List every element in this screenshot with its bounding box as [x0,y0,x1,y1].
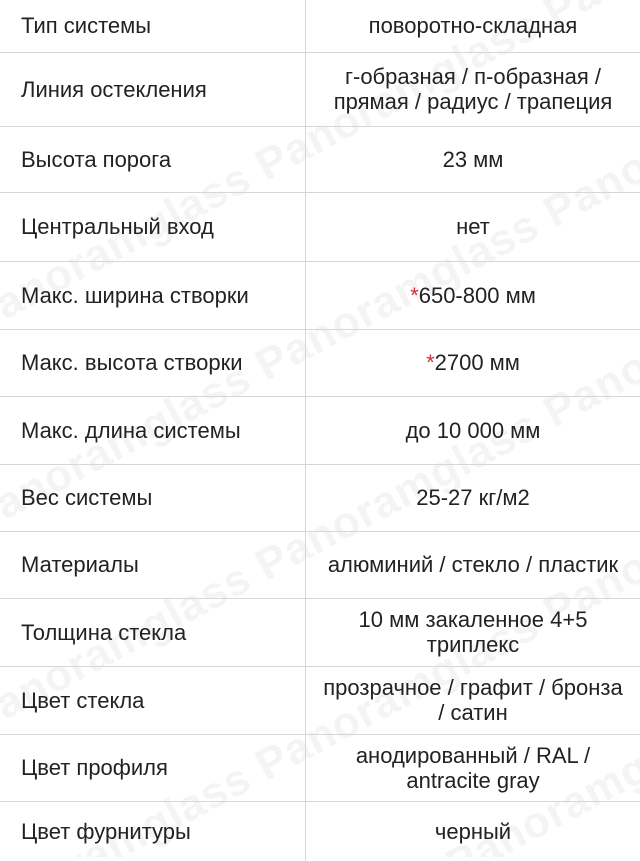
spec-label: Макс. длина системы [0,396,306,464]
table-row [0,531,640,598]
table-row [0,396,640,464]
table-row [0,598,640,666]
spec-value [306,598,640,666]
asterisk-mark: * [410,283,419,308]
spec-label: Цвет стекла [0,666,306,734]
spec-value-text: прозрачное / графит / бронза / сатин [323,675,622,725]
table-row [0,801,640,861]
spec-value-text: поворотно-складная [369,13,578,38]
spec-value [306,531,640,598]
spec-value [306,396,640,464]
table-row [0,329,640,396]
table-row [0,192,640,261]
spec-label: Вес системы [0,464,306,531]
table-row [0,464,640,531]
table-row [0,126,640,192]
spec-value [306,261,640,329]
spec-label: Макс. высота створки [0,329,306,396]
spec-value-text: 650-800 мм [419,283,536,308]
table-row [0,734,640,801]
spec-value [306,192,640,261]
spec-value [306,329,640,396]
spec-value [306,0,640,52]
spec-label: Центральный вход [0,192,306,261]
table-row [0,0,640,52]
spec-value [306,666,640,734]
asterisk-mark: * [426,350,435,375]
spec-value-text: 10 мм закаленное 4+5 триплекс [359,607,588,657]
spec-value-text: г-образная / п-образная / прямая / радиус / трапеция [334,64,613,114]
spec-value-text: до 10 000 мм [406,418,541,443]
spec-label: Толщина стекла [0,598,306,666]
spec-value [306,464,640,531]
spec-value [306,126,640,192]
spec-value-text: 23 мм [443,147,504,172]
spec-label: Линия остекления [0,52,306,126]
spec-value-text: анодированный / RAL / antracite gray [356,743,590,793]
spec-value-text: 25-27 кг/м2 [416,485,530,510]
spec-value [306,52,640,126]
spec-label: Цвет профиля [0,734,306,801]
spec-value [306,734,640,801]
spec-label: Высота порога [0,126,306,192]
table-row [0,261,640,329]
spec-value-text: 2700 мм [435,350,520,375]
spec-label: Тип системы [0,0,306,52]
spec-label: Материалы [0,531,306,598]
spec-label: Макс. ширина створки [0,261,306,329]
spec-value-text: черный [435,819,511,844]
spec-value-text: нет [456,214,490,239]
table-row [0,666,640,734]
spec-value-text: алюминий / стекло / пластик [328,552,618,577]
spec-label: Цвет фурнитуры [0,801,306,861]
table-row [0,52,640,126]
spec-value [306,801,640,861]
